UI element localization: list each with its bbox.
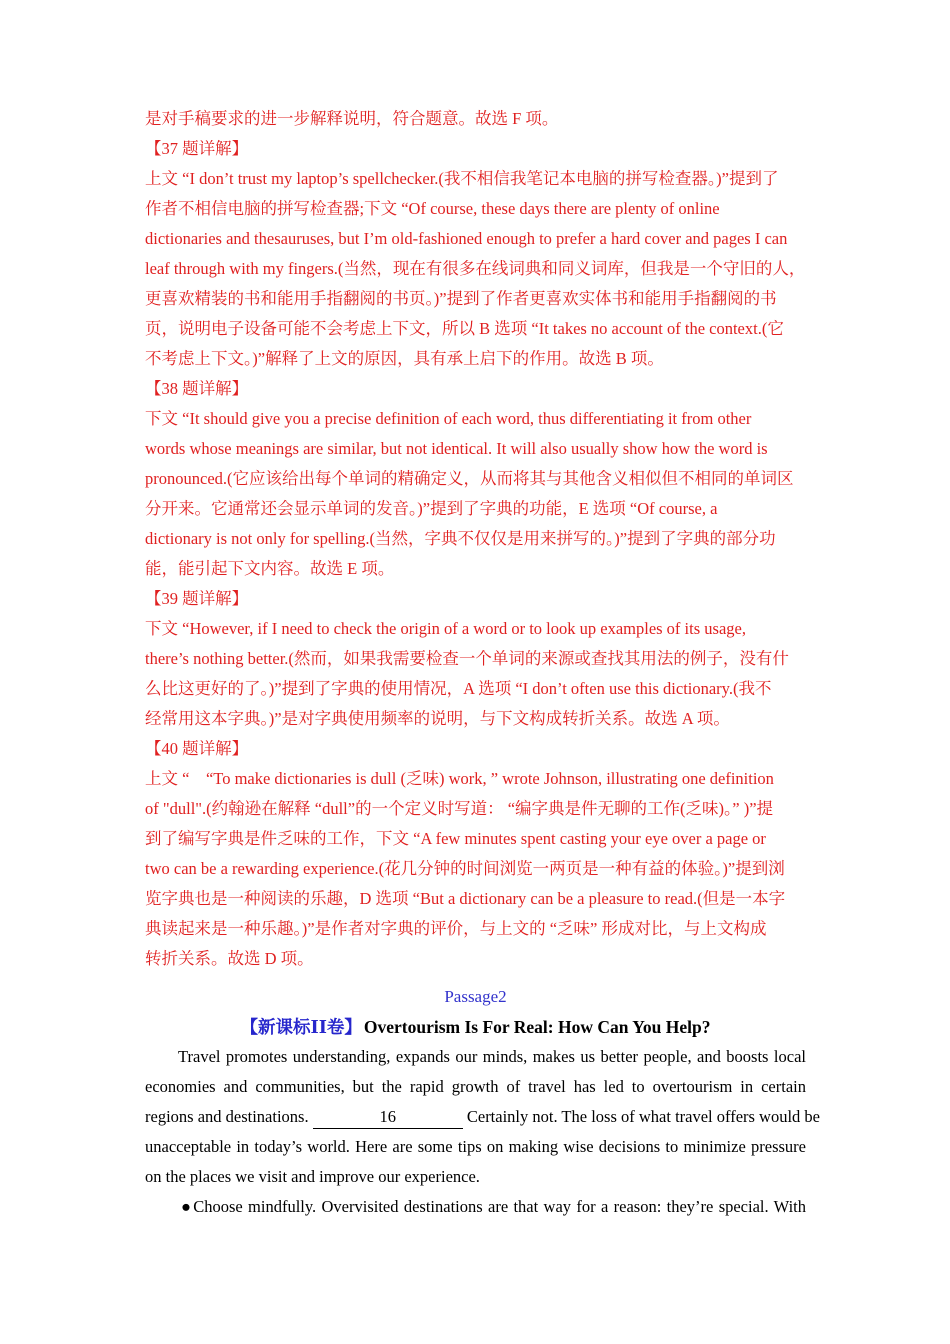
passage-label: Passage2 bbox=[444, 987, 507, 1006]
explanation-line: 典读起来是一种乐趣。)”是作者对字典的评价，与上文的 “乏味” 形成对比，与上文构成 bbox=[145, 919, 767, 938]
passage-body-line: economies and communities, but the rapid growth of travel has led to overtourism in certain bbox=[145, 1077, 806, 1096]
blank-line-post: Certainly not. The loss of what travel offers would be bbox=[466, 1107, 821, 1126]
bullet-text: Choose mindfully. Overvisited destinations are that way for a reason: they’re special. With bbox=[193, 1197, 806, 1216]
explanation-line: 能，能引起下文内容。故选 E 项。 bbox=[145, 559, 395, 578]
passage-blank-line bbox=[145, 1102, 821, 1132]
explanation-line: dictionary is not only for spelling.(当然，字典不仅仅是用来拼写的。)”提到了字典的部分功 bbox=[145, 529, 776, 548]
passage-title: Overtourism Is For Real: How Can You Help? bbox=[363, 1017, 711, 1037]
explanation-line: 上文 “ “To make dictionaries is dull (乏味) work, ” wrote Johnson, illustrating one definition bbox=[145, 769, 774, 788]
explanation-line: leaf through with my fingers.(当然，现在有很多在线词典和同义词库，但我是一个守旧的人， bbox=[145, 259, 806, 278]
bullet-icon: ● bbox=[181, 1197, 193, 1216]
explanation-line: 分开来。它通常还会显示单词的发音。)”提到了字典的功能，E 选项 “Of course, a bbox=[145, 499, 718, 518]
explanation-heading-q38: 【38 题详解】 bbox=[145, 379, 249, 398]
explanation-line: pronounced.(它应该给出每个单词的精确定义，从而将其与其他含义相似但不相同的单词区 bbox=[145, 469, 794, 488]
gap-number: 16 bbox=[379, 1107, 396, 1126]
explanation-line: words whose meanings are similar, but not identical. It will also usually show how the word is bbox=[145, 439, 768, 458]
explanation-line: 页，说明电子设备可能不会考虑上下文，所以 B 选项 “It takes no account of the context.(它 bbox=[145, 319, 784, 338]
explanation-line: 作者不相信电脑的拼写检查器;下文 “Of course, these days there are plenty of online bbox=[145, 199, 720, 218]
passage-bullet-line bbox=[145, 1192, 806, 1222]
explanation-line: 览字典也是一种阅读的乐趣，D 选项 “But a dictionary can be a pleasure to read.(但是一本字 bbox=[145, 889, 786, 908]
passage-title-line bbox=[145, 1012, 806, 1042]
explanation-line: 下文 “However, if I need to check the origin of a word or to look up examples of its usage, bbox=[145, 619, 746, 638]
blank-line-pre: regions and destinations. bbox=[145, 1107, 309, 1126]
explanation-line: 转折关系。故选 D 项。 bbox=[145, 949, 314, 968]
explanation-line: two can be a rewarding experience.(花几分钟的时间浏览一两页是一种有益的体验。)”提到浏 bbox=[145, 859, 785, 878]
passage-source-tag: 【新课标ⅠⅠ卷】 bbox=[240, 1017, 362, 1037]
explanation-heading-q40: 【40 题详解】 bbox=[145, 739, 249, 758]
passage-body-line: unacceptable in today’s world. Here are some tips on making wise decisions to minimize pressure bbox=[145, 1137, 806, 1156]
explanation-line: dictionaries and thesauruses, but I’m old-fashioned enough to prefer a hard cover and pages I can bbox=[145, 229, 788, 248]
gap-blank-16 bbox=[313, 1106, 463, 1129]
explanation-line: 不考虑上下文。)”解释了上文的原因，具有承上启下的作用。故选 B 项。 bbox=[145, 349, 664, 368]
explanation-line: of "dull".(约翰逊在解释 “dull”的一个定义时写道： “编字典是件无聊的工作(乏味)。” )”提 bbox=[145, 799, 774, 818]
explanation-heading-q37: 【37 题详解】 bbox=[145, 139, 249, 158]
explanation-line: 下文 “It should give you a precise definition of each word, thus differentiating it from other bbox=[145, 409, 752, 428]
explanation-line: 经常用这本字典。)”是对字典使用频率的说明，与下文构成转折关系。故选 A 项。 bbox=[145, 709, 730, 728]
explanation-line: 么比这更好的了。)”提到了字典的使用情况，A 选项 “I don’t often use this dictionary.(我不 bbox=[145, 679, 772, 698]
passage-body-line: Travel promotes understanding, expands our minds, makes us better people, and boosts local bbox=[178, 1047, 806, 1066]
explanation-line: 是对手稿要求的进一步解释说明，符合题意。故选 F 项。 bbox=[145, 109, 559, 128]
passage-body-line: on the places we visit and improve our experience. bbox=[145, 1167, 480, 1186]
explanation-line: 更喜欢精装的书和能用手指翻阅的书页。)”提到了作者更喜欢实体书和能用手指翻阅的书 bbox=[145, 289, 777, 308]
explanation-line: there’s nothing better.(然而，如果我需要检查一个单词的来源或查找其用法的例子，没有什 bbox=[145, 649, 789, 668]
explanation-line: 到了编写字典是件乏味的工作，下文 “A few minutes spent casting your eye over a page or bbox=[145, 829, 766, 848]
explanation-heading-q39: 【39 题详解】 bbox=[145, 589, 249, 608]
explanation-line: 上文 “I don’t trust my laptop’s spellchecker.(我不相信我笔记本电脑的拼写检查器。)”提到了 bbox=[145, 169, 779, 188]
